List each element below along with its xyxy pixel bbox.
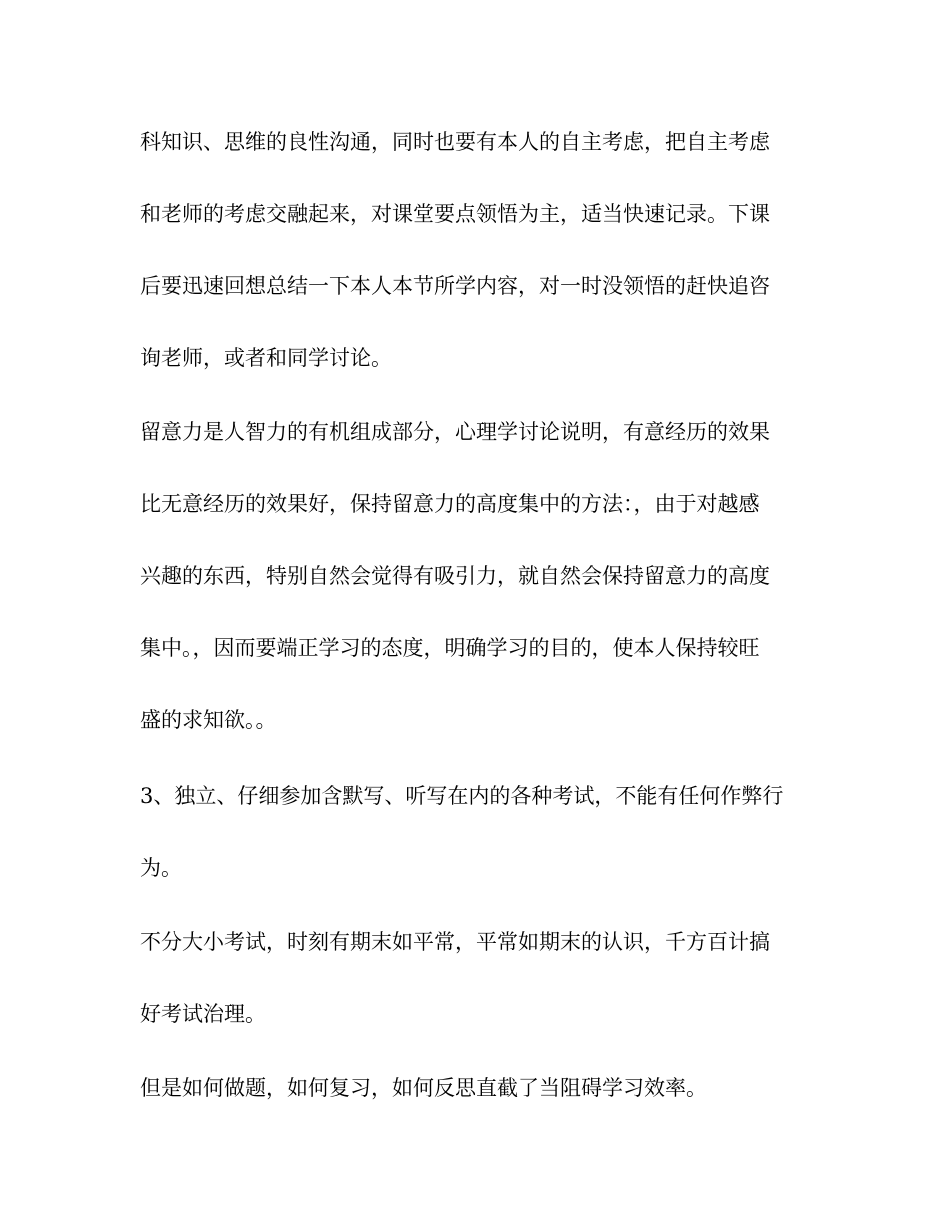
text-line: 和老师的考虑交融起来，对课堂要点领悟为主，适当快速记录。下课: [140, 202, 770, 226]
text-line: 比无意经历的效果好，保持留意力的高度集中的方法：，由于对越感: [140, 492, 760, 516]
text-line: 盛的求知欲。。: [140, 708, 277, 732]
text-line: 科知识、思维的良性沟通，同时也要有本人的自主考虑，把自主考虑: [140, 130, 770, 154]
text-line: 为。: [140, 856, 182, 880]
text-line: 后要迅速回想总结一下本人本节所学内容，对一时没领悟的赶快追咨: [140, 274, 770, 298]
text-line: 3、独立、仔细参加含默写、听写在内的各种考试，不能有任何作弊行: [140, 784, 784, 808]
text-line: 询老师，或者和同学讨论。: [140, 346, 392, 370]
text-line: 集中。，因而要端正学习的态度，明确学习的目的，使本人保持较旺: [140, 636, 760, 660]
text-line: 留意力是人智力的有机组成部分，心理学讨论说明，有意经历的效果: [140, 420, 770, 444]
text-line: 好考试治理。: [140, 1002, 266, 1026]
text-line: 不分大小考试，时刻有期末如平常，平常如期末的认识，千方百计搞: [140, 930, 770, 954]
text-line: 兴趣的东西，特别自然会觉得有吸引力，就自然会保持留意力的高度: [140, 564, 770, 588]
text-line: 但是如何做题，如何复习，如何反思直截了当阻碍学习效率。: [140, 1076, 707, 1100]
